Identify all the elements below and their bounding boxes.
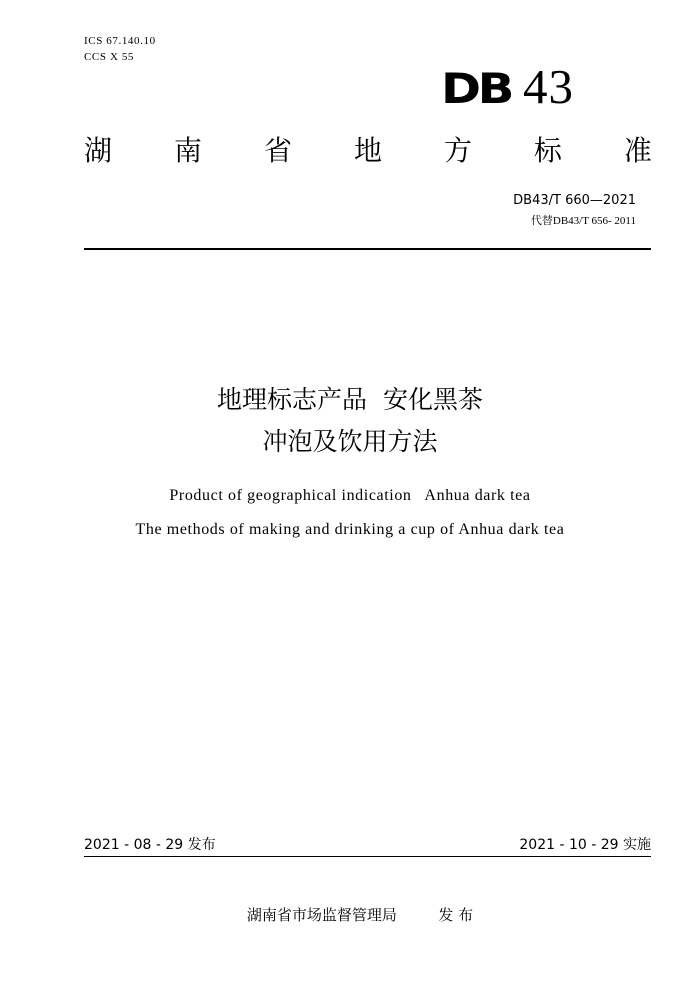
title-char: 方 [443, 134, 472, 167]
cn-title-line1: 地理标志产品 安化黑茶 [217, 385, 483, 414]
standard-type-title [84, 134, 652, 168]
title-char: 南 [173, 134, 202, 167]
cn-title-line2: 冲泡及饮用方法 [262, 427, 438, 456]
issuer-name: 湖南省市场监督管理局 [246, 906, 397, 924]
title-char: 地 [353, 134, 382, 167]
implementation-date: 2021 - 10 - 29 实施 [519, 837, 651, 853]
title-char: 准 [623, 134, 652, 167]
replaces-standard: 代替DB43/T 656- 2011 [530, 215, 636, 227]
top-divider [84, 248, 651, 250]
db-logo-mark: DB [441, 64, 512, 113]
issue-date: 2021 - 08 - 29 发布 [84, 837, 216, 853]
standard-number: DB43/T 660—2021 [513, 193, 636, 208]
title-char: 湖 [84, 134, 113, 167]
en-title-line1: Product of geographical indication Anhua dark tea [169, 487, 531, 504]
ccs-code: CCS X 55 [84, 51, 135, 63]
en-title-line2: The methods of making and drinking a cup of Anhua dark tea [135, 521, 565, 538]
title-char: 标 [533, 134, 562, 167]
db-logo-number: 43 [523, 59, 574, 114]
ics-code: ICS 67.140.10 [84, 35, 156, 47]
title-char: 省 [263, 134, 292, 167]
bottom-divider [84, 856, 651, 857]
issuer-action: 发 布 [438, 906, 474, 924]
issuer-line [0, 905, 700, 925]
